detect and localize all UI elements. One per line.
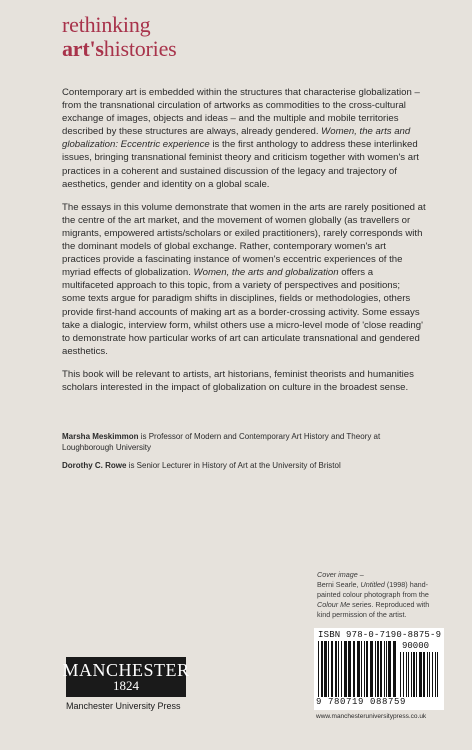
price-addon-digits: 90000 <box>402 641 430 651</box>
series-title-histories: histories <box>103 36 177 61</box>
barcode-bar <box>437 652 438 697</box>
barcode-bar <box>331 641 333 697</box>
barcode-bar <box>338 641 339 697</box>
addon-barcode-bars <box>400 652 440 697</box>
manchester-logo-mark <box>62 657 190 697</box>
series-title-line1: rethinking <box>62 12 151 37</box>
book-title-italic: Women, the arts and globalization: Eccentric experience <box>62 126 411 151</box>
barcode-bar <box>348 641 351 697</box>
editor-bio-text: is Professor of Modern and Contemporary Art History and Theory at Loughborough University <box>62 432 381 452</box>
barcode-bar <box>416 652 417 697</box>
credit-dash: – <box>357 570 364 579</box>
barcode-bar <box>366 641 368 697</box>
barcode-bar <box>384 641 385 697</box>
barcode-bar <box>435 652 436 697</box>
blurb-paragraph-1 <box>62 86 426 191</box>
blurb-text: Contemporary art is embedded within the structures that characterise globalization – from the transnational circulation of artworks as commodities to the cross-cultural exchange of images, objects and ideas – and the multiple and mobile territories described by these structures are always, already gendered. <box>62 87 420 138</box>
barcode-bar <box>393 641 396 697</box>
series-name: Colour Me <box>317 600 351 609</box>
credit-text: Berni Searle, <box>317 580 361 589</box>
barcode-bar <box>321 641 323 697</box>
editor-name: Marsha Meskimmon <box>62 432 139 441</box>
barcode-bar <box>344 641 347 697</box>
back-cover-blurb <box>62 86 426 404</box>
barcode-bar <box>408 652 409 697</box>
editor-bios <box>62 431 432 478</box>
barcode-bar <box>335 641 337 697</box>
blurb-text: The essays in this volume demonstrate that women in the arts are rarely positioned at the centre of the art market, and the movement of women globally (as travellers or migrants, empowered artists/scholars or exiled practitioners), rarely corresponds with the dominant models of global exchange. Rather, contemporary women's art practices provide a fascinating instance of women's eccentric experiences of the myriad effects of globalization. <box>62 201 426 279</box>
cover-image-credit <box>317 570 442 620</box>
barcode-bar <box>413 652 415 697</box>
barcode-bar <box>429 652 430 697</box>
barcode-bar <box>388 641 391 697</box>
barcode-bar <box>364 641 365 697</box>
blurb-paragraph-3: This book will be relevant to artists, art historians, feminist theorists and humanities scholars interested in the impact of globalization on culture in the broadest sense. <box>62 368 414 393</box>
barcode-bar <box>432 652 433 697</box>
publisher-website: www.manchesteruniversitypress.co.uk <box>316 713 427 720</box>
series-logo <box>62 14 177 60</box>
publisher-year: 1824 <box>113 678 139 693</box>
isbn-text: ISBN 978-0-7190-8875-9 <box>318 630 442 640</box>
barcode-bar <box>411 652 412 697</box>
editor-bio <box>62 460 432 471</box>
blurb-paragraph-2 <box>62 201 426 358</box>
barcode-bar <box>353 641 355 697</box>
credit-label: Cover image <box>317 570 358 579</box>
series-title-line2 <box>62 38 177 60</box>
barcode-bar <box>318 641 319 697</box>
barcode-bar <box>324 641 327 697</box>
blurb-text: offers a multifaceted approach to this topic, from a variety of perspectives and positions; some texts argue for paradigm shifts in disciplines, fields or methodologies, others provide first-hand accounts of making art as a border-crossing activity. Some essays take a dialogic, interview form, whilst others use a micro-level mode of 'close reading' to demonstrate how particular works of art can articulate transnational and gendered aesthetics. <box>62 267 423 357</box>
barcode-bar <box>380 641 382 697</box>
editor-bio-text: is Senior Lecturer in History of Art at the University of Bristol <box>126 461 341 470</box>
publisher-logo <box>62 657 190 711</box>
credit-text: series. Reproduced with kind permission of the artist. <box>317 600 430 619</box>
editor-name: Dorothy C. Rowe <box>62 461 127 470</box>
barcode-bar <box>377 641 379 697</box>
isbn-barcode <box>314 628 444 710</box>
ean-barcode-bars <box>318 641 398 697</box>
ean-digits: 9 780719 088759 <box>316 697 407 707</box>
barcode-bar <box>361 641 362 697</box>
credit-text: (1998) hand-painted colour photograph from the <box>317 580 429 599</box>
barcode-bar <box>375 641 376 697</box>
barcode-bar <box>406 652 407 697</box>
barcode-bar <box>370 641 373 697</box>
publisher-press: Manchester University Press <box>66 701 181 711</box>
book-title-italic: Women, the arts and globalization <box>193 267 339 279</box>
barcode-bar <box>419 652 422 697</box>
artwork-title: Untitled <box>360 580 385 589</box>
barcode-bar <box>357 641 360 697</box>
series-title-arts: art's <box>62 36 104 61</box>
publisher-name: MANCHESTER <box>62 660 190 680</box>
barcode-bar <box>400 652 401 697</box>
blurb-text: is the first anthology to address these interlinked issues, bringing transnational feminist theory and criticism together with women's art practices in a coherent and sustained discussion of the legacy and trajectory of aesthetics, gender and identity on a global scale. <box>62 139 419 190</box>
barcode-bar <box>328 641 329 697</box>
barcode-bar <box>386 641 387 697</box>
barcode-bar <box>427 652 428 697</box>
editor-bio <box>62 431 432 453</box>
barcode-bar <box>341 641 342 697</box>
barcode-bar <box>403 652 404 697</box>
barcode-bar <box>423 652 425 697</box>
